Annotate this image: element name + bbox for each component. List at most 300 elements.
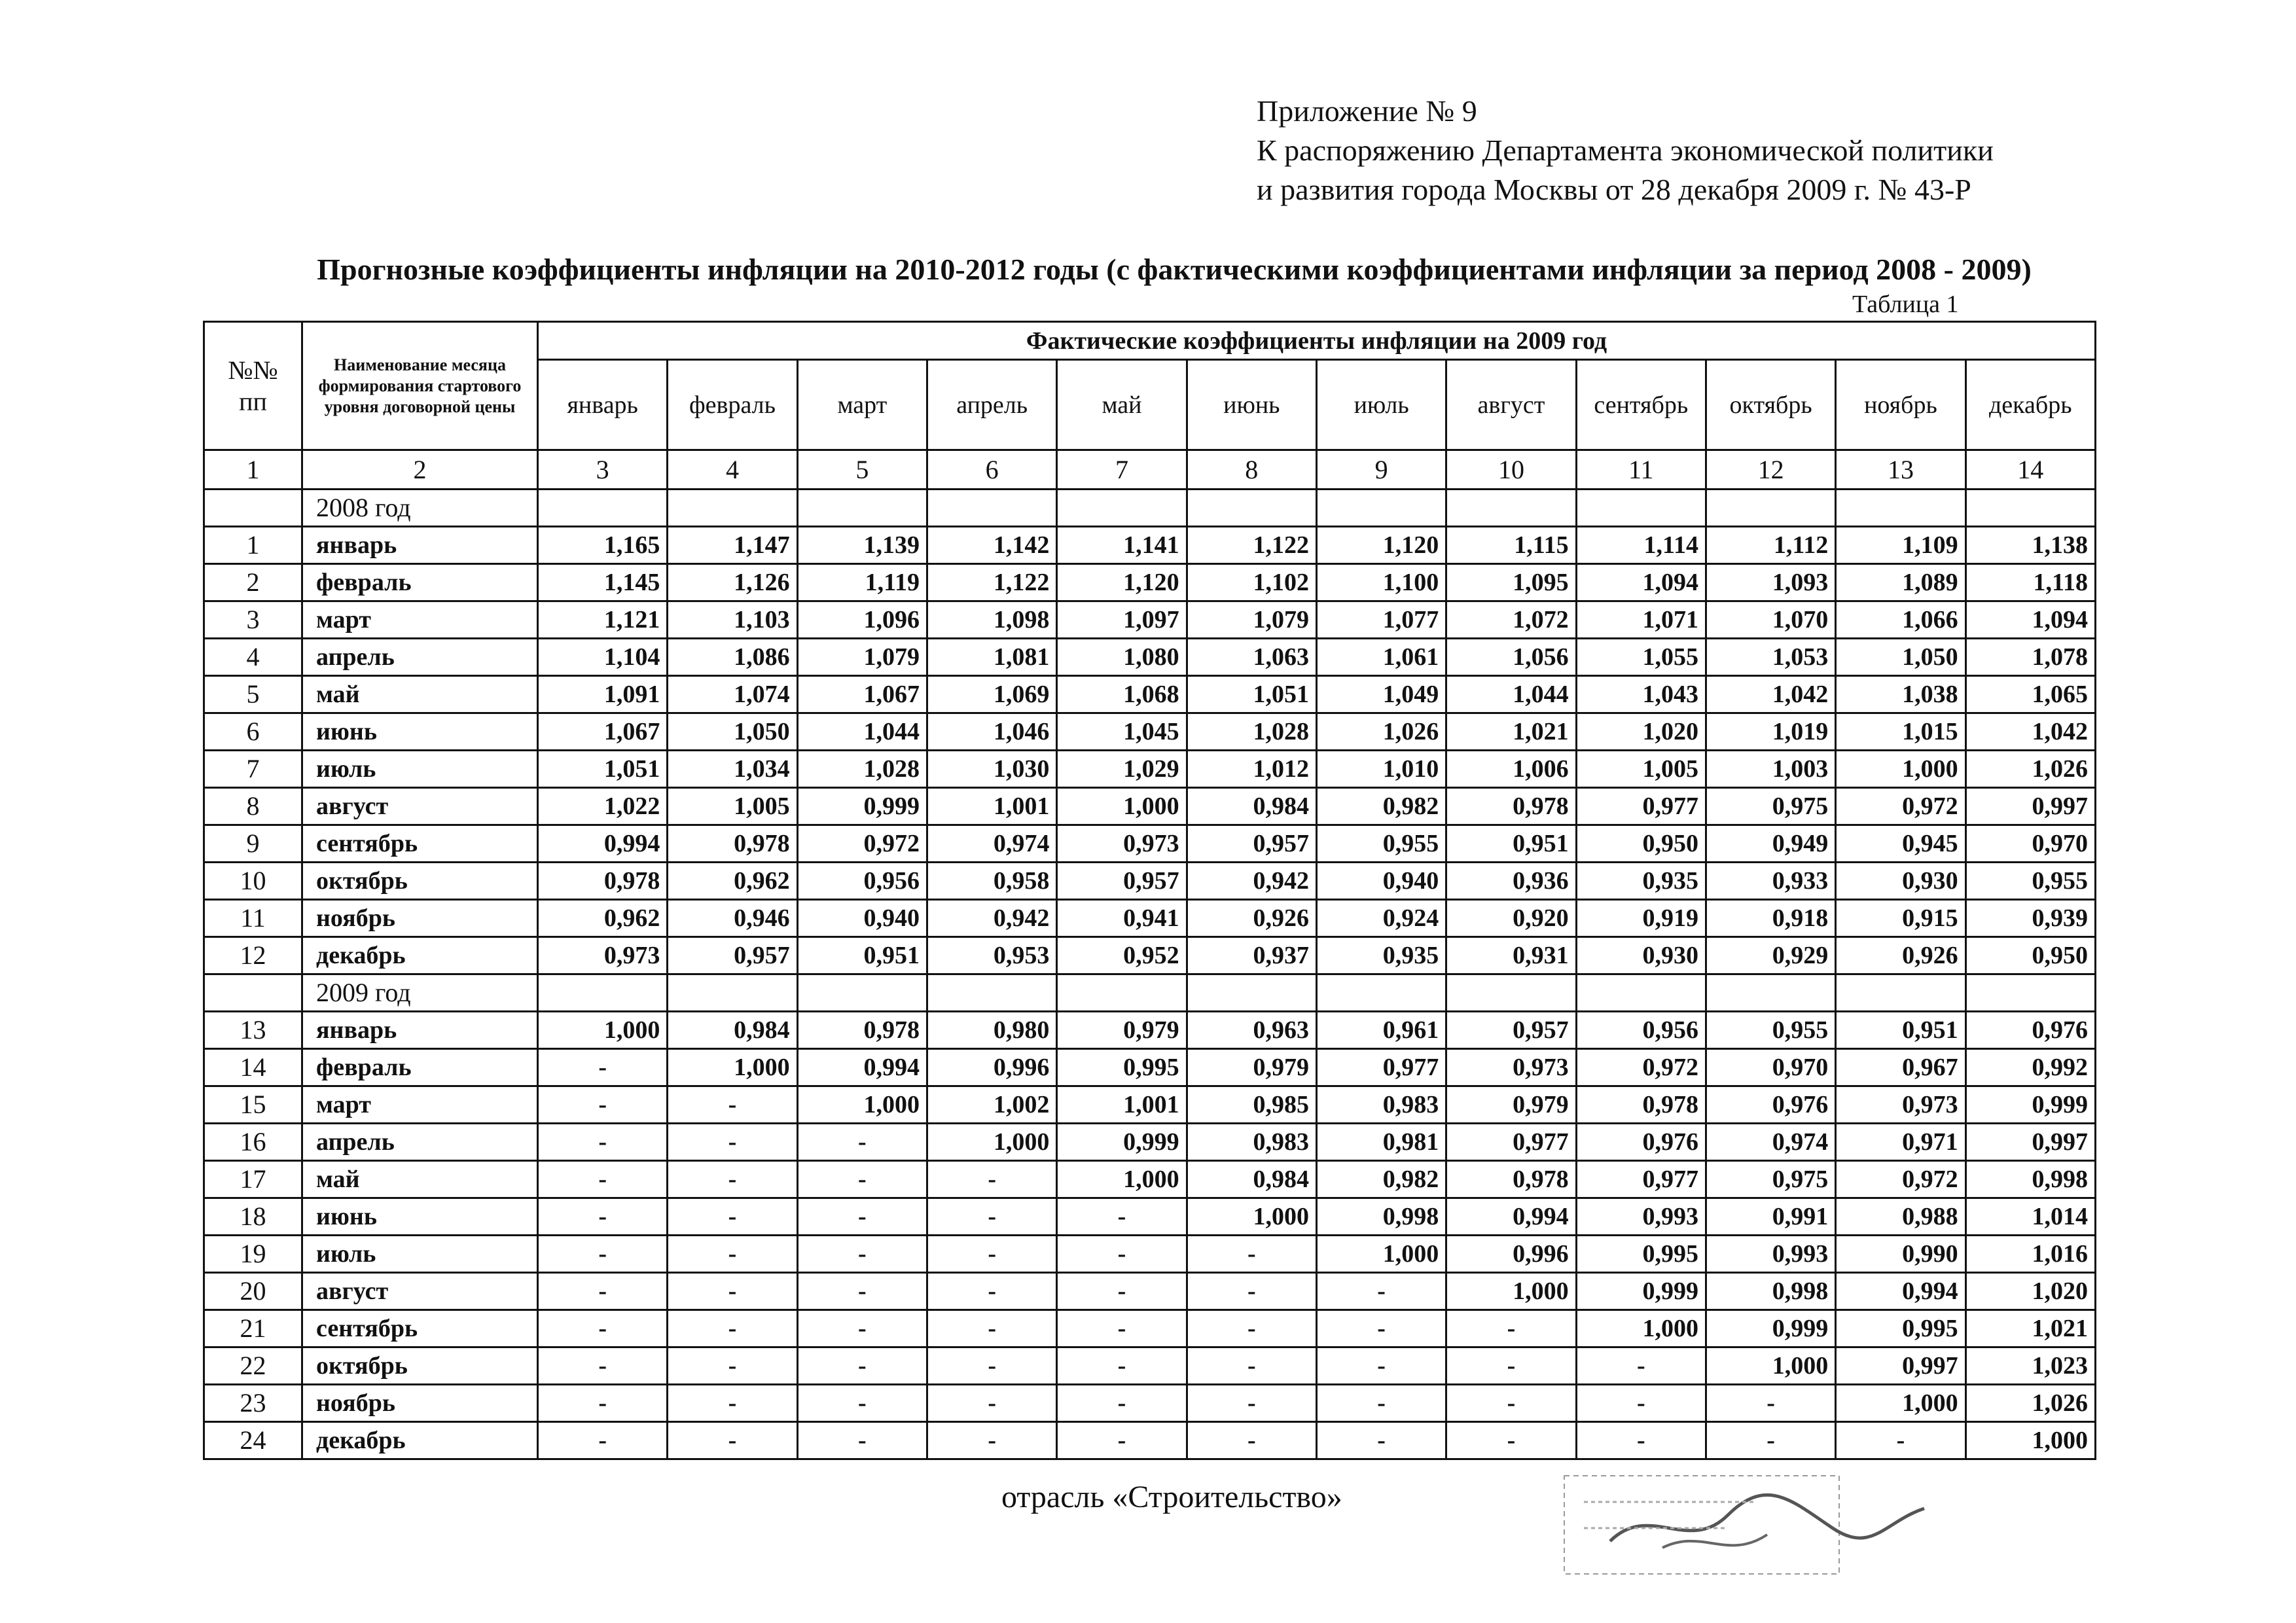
table-row — [204, 1422, 2096, 1459]
coefficient-cell: 1,044 — [797, 713, 927, 751]
col-header-month: сентябрь — [1576, 360, 1706, 450]
row-month: сентябрь — [302, 825, 538, 863]
row-number: 18 — [204, 1198, 302, 1236]
coefficient-cell: 0,978 — [1576, 1086, 1706, 1124]
coefficient-cell: 0,999 — [1965, 1086, 2095, 1124]
coefficient-cell: 1,020 — [1576, 713, 1706, 751]
coefficient-cell: 0,973 — [1836, 1086, 1965, 1124]
empty-cell — [538, 490, 668, 527]
table-row — [204, 1310, 2096, 1347]
col-header-month: май — [1057, 360, 1187, 450]
coefficient-cell: 1,015 — [1836, 713, 1965, 751]
row-number: 23 — [204, 1385, 302, 1422]
coefficient-cell: 0,995 — [1057, 1049, 1187, 1086]
coefficient-cell: 0,974 — [927, 825, 1056, 863]
coefficient-cell: 1,118 — [1965, 564, 2095, 601]
coefficient-cell: - — [538, 1198, 668, 1236]
coefficient-cell: 1,147 — [668, 527, 797, 564]
coefficient-cell: 1,020 — [1965, 1273, 2095, 1310]
coefficient-cell: 0,988 — [1836, 1198, 1965, 1236]
col-header-month: февраль — [668, 360, 797, 450]
row-number: 12 — [204, 937, 302, 974]
coefficient-cell: 1,019 — [1706, 713, 1835, 751]
coefficient-cell: - — [1706, 1422, 1835, 1459]
coefficient-cell: - — [1057, 1273, 1187, 1310]
group-header: Фактические коэффициенты инфляции на 2009 год — [538, 322, 2096, 360]
coefficient-cell: - — [1576, 1347, 1706, 1385]
coefficient-cell: - — [668, 1124, 797, 1161]
coefficient-cell: 0,999 — [1706, 1310, 1835, 1347]
row-number: 20 — [204, 1273, 302, 1310]
coefficient-cell: - — [1057, 1198, 1187, 1236]
coefficient-cell: 0,962 — [668, 863, 797, 900]
coefficient-cell: 1,115 — [1446, 527, 1576, 564]
row-number: 14 — [204, 1049, 302, 1086]
coefficient-cell: 1,141 — [1057, 527, 1187, 564]
coefficient-cell: 0,999 — [797, 788, 927, 825]
coefficient-cell: 0,951 — [1836, 1012, 1965, 1049]
coefficient-cell: 0,941 — [1057, 900, 1187, 937]
coefficient-cell: 1,072 — [1446, 601, 1576, 639]
coefficient-cell: - — [1187, 1422, 1316, 1459]
empty-cell — [1187, 490, 1316, 527]
coefficient-cell: 1,081 — [927, 639, 1056, 676]
table-row — [204, 713, 2096, 751]
coefficient-cell: 0,975 — [1706, 788, 1835, 825]
coefficient-cell: 1,045 — [1057, 713, 1187, 751]
coefficient-cell: 1,044 — [1446, 676, 1576, 713]
table-row — [204, 1385, 2096, 1422]
coefficient-cell: 0,979 — [1446, 1086, 1576, 1124]
coefficient-cell: 0,978 — [1446, 788, 1576, 825]
coefficient-cell: - — [1057, 1422, 1187, 1459]
row-month: апрель — [302, 639, 538, 676]
coefficient-cell: - — [1316, 1385, 1446, 1422]
empty-cell — [1836, 490, 1965, 527]
coefficient-cell: 0,945 — [1836, 825, 1965, 863]
coefficient-cell: 1,104 — [538, 639, 668, 676]
row-number: 10 — [204, 863, 302, 900]
coefficient-cell: 0,983 — [1187, 1124, 1316, 1161]
row-month: октябрь — [302, 1347, 538, 1385]
coefficient-cell: 1,042 — [1965, 713, 2095, 751]
coefficient-cell: 1,074 — [668, 676, 797, 713]
coefficient-cell: 0,979 — [1187, 1049, 1316, 1086]
table-row — [204, 1012, 2096, 1049]
coefficient-cell: 1,065 — [1965, 676, 2095, 713]
row-number: 24 — [204, 1422, 302, 1459]
coefficient-cell: 0,973 — [538, 937, 668, 974]
coefficient-cell: 0,999 — [1057, 1124, 1187, 1161]
coefficient-cell: - — [797, 1124, 927, 1161]
empty-cell — [1965, 490, 2095, 527]
coefficient-cell: 0,955 — [1706, 1012, 1835, 1049]
empty-cell — [1576, 490, 1706, 527]
row-number: 16 — [204, 1124, 302, 1161]
coefficient-cell: 0,957 — [668, 937, 797, 974]
coefficient-cell: 1,112 — [1706, 527, 1835, 564]
table-row — [204, 1049, 2096, 1086]
coefficient-cell: 0,950 — [1576, 825, 1706, 863]
coefficient-cell: 0,994 — [538, 825, 668, 863]
year-label: 2008 год — [302, 490, 538, 527]
coefficient-cell: 1,042 — [1706, 676, 1835, 713]
coefficient-cell: 0,993 — [1706, 1236, 1835, 1273]
coefficient-cell: 0,958 — [927, 863, 1056, 900]
coefficient-cell: 1,000 — [797, 1086, 927, 1124]
empty-cell — [1446, 490, 1576, 527]
coefficient-cell: 1,028 — [797, 751, 927, 788]
column-number: 10 — [1446, 450, 1576, 490]
coefficient-cell: 1,102 — [1187, 564, 1316, 601]
column-number: 4 — [668, 450, 797, 490]
coefficient-cell: 1,063 — [1187, 639, 1316, 676]
coefficient-cell: 1,021 — [1446, 713, 1576, 751]
coefficient-cell: 1,126 — [668, 564, 797, 601]
row-month: июнь — [302, 1198, 538, 1236]
coefficient-cell: - — [1057, 1385, 1187, 1422]
coefficient-cell: 0,939 — [1965, 900, 2095, 937]
row-number: 4 — [204, 639, 302, 676]
row-month: ноябрь — [302, 1385, 538, 1422]
row-number: 5 — [204, 676, 302, 713]
col-header-month: август — [1446, 360, 1576, 450]
column-number: 5 — [797, 450, 927, 490]
table-row — [204, 825, 2096, 863]
coefficient-cell: 0,983 — [1316, 1086, 1446, 1124]
coefficient-cell: 1,089 — [1836, 564, 1965, 601]
table-row — [204, 751, 2096, 788]
col-header-month: июнь — [1187, 360, 1316, 450]
coefficient-cell: 1,061 — [1316, 639, 1446, 676]
coefficient-cell: - — [1187, 1310, 1316, 1347]
coefficient-cell: 0,977 — [1576, 1161, 1706, 1198]
coefficient-cell: 0,915 — [1836, 900, 1965, 937]
column-number: 1 — [204, 450, 302, 490]
coefficient-cell: 1,139 — [797, 527, 927, 564]
row-month: май — [302, 676, 538, 713]
row-number: 2 — [204, 564, 302, 601]
coefficient-cell: 0,982 — [1316, 788, 1446, 825]
coefficient-cell: 1,067 — [797, 676, 927, 713]
column-number: 9 — [1316, 450, 1446, 490]
coefficient-cell: - — [927, 1310, 1056, 1347]
table-row — [204, 1161, 2096, 1198]
coefficient-cell: 0,974 — [1706, 1124, 1835, 1161]
coefficient-cell: 1,026 — [1316, 713, 1446, 751]
coefficient-cell: 0,992 — [1965, 1049, 2095, 1086]
coefficient-cell: 0,949 — [1706, 825, 1835, 863]
coefficient-cell: - — [1057, 1310, 1187, 1347]
row-month: январь — [302, 1012, 538, 1049]
year-row — [204, 490, 2096, 527]
coefficient-cell: 0,955 — [1965, 863, 2095, 900]
col-header-month: январь — [538, 360, 668, 450]
coefficient-cell: 1,001 — [927, 788, 1056, 825]
coefficient-cell: 0,978 — [797, 1012, 927, 1049]
col-header-number: №№ пп — [204, 322, 302, 450]
column-number: 12 — [1706, 450, 1835, 490]
appendix-header — [1257, 92, 1994, 209]
row-month: апрель — [302, 1124, 538, 1161]
coefficient-cell: 1,000 — [1187, 1198, 1316, 1236]
coefficient-cell: 1,091 — [538, 676, 668, 713]
coefficient-cell: 1,100 — [1316, 564, 1446, 601]
coefficient-cell: 0,918 — [1706, 900, 1835, 937]
coefficient-cell: - — [538, 1273, 668, 1310]
coefficient-cell: 1,050 — [1836, 639, 1965, 676]
coefficient-cell: 1,103 — [668, 601, 797, 639]
table-row — [204, 601, 2096, 639]
coefficient-cell: 0,973 — [1057, 825, 1187, 863]
row-month: март — [302, 1086, 538, 1124]
coefficient-cell: 0,957 — [1187, 825, 1316, 863]
coefficient-cell: 1,051 — [1187, 676, 1316, 713]
coefficient-cell: 1,142 — [927, 527, 1056, 564]
coefficient-cell: 1,070 — [1706, 601, 1835, 639]
coefficient-cell: 1,068 — [1057, 676, 1187, 713]
col-header-month: декабрь — [1965, 360, 2095, 450]
coefficient-cell: - — [668, 1161, 797, 1198]
coefficient-cell: 0,953 — [927, 937, 1056, 974]
coefficient-cell: 1,000 — [538, 1012, 668, 1049]
row-month: октябрь — [302, 863, 538, 900]
col-header-month: июль — [1316, 360, 1446, 450]
coefficient-cell: 0,978 — [668, 825, 797, 863]
table-row — [204, 900, 2096, 937]
row-number: 1 — [204, 527, 302, 564]
coefficient-cell: 1,021 — [1965, 1310, 2095, 1347]
coefficient-cell: 0,981 — [1316, 1124, 1446, 1161]
table-row — [204, 1273, 2096, 1310]
coefficient-cell: 0,946 — [668, 900, 797, 937]
coefficient-cell: 0,956 — [1576, 1012, 1706, 1049]
coefficient-cell: 0,984 — [1187, 788, 1316, 825]
coefficient-cell: 0,931 — [1446, 937, 1576, 974]
row-month: декабрь — [302, 1422, 538, 1459]
coefficient-cell: - — [927, 1347, 1056, 1385]
coefficient-cell: 0,951 — [1446, 825, 1576, 863]
row-month: июль — [302, 1236, 538, 1273]
coefficient-cell: 0,999 — [1576, 1273, 1706, 1310]
coefficient-cell: - — [538, 1236, 668, 1273]
column-number: 7 — [1057, 450, 1187, 490]
coefficient-cell: 1,016 — [1965, 1236, 2095, 1273]
coefficient-cell: - — [538, 1086, 668, 1124]
coefficient-cell: 1,114 — [1576, 527, 1706, 564]
coefficient-cell: 0,978 — [538, 863, 668, 900]
coefficient-cell: 0,972 — [1576, 1049, 1706, 1086]
table-row — [204, 1086, 2096, 1124]
appendix-order-line2: и развития города Москвы от 28 декабря 2009 г. № 43-Р — [1257, 173, 1971, 206]
row-month: декабрь — [302, 937, 538, 974]
coefficient-cell: 0,975 — [1706, 1161, 1835, 1198]
coefficient-cell: - — [668, 1236, 797, 1273]
coefficient-cell: - — [797, 1236, 927, 1273]
col-header-month: март — [797, 360, 927, 450]
appendix-order-line1: К распоряжению Департамента экономической политики — [1257, 134, 1994, 167]
coefficient-cell: 1,000 — [1057, 1161, 1187, 1198]
coefficient-cell: 0,930 — [1836, 863, 1965, 900]
coefficient-cell: 1,055 — [1576, 639, 1706, 676]
year-label: 2009 год — [302, 974, 538, 1012]
coefficient-cell: - — [797, 1310, 927, 1347]
coefficient-cell: 1,043 — [1576, 676, 1706, 713]
coefficient-cell: - — [1187, 1385, 1316, 1422]
coefficient-cell: 1,080 — [1057, 639, 1187, 676]
inflation-table — [203, 321, 2096, 1460]
row-number: 21 — [204, 1310, 302, 1347]
row-month: февраль — [302, 564, 538, 601]
coefficient-cell: 0,957 — [1057, 863, 1187, 900]
coefficient-cell: - — [538, 1422, 668, 1459]
coefficient-cell: - — [797, 1422, 927, 1459]
coefficient-cell: 1,005 — [668, 788, 797, 825]
coefficient-cell: 1,028 — [1187, 713, 1316, 751]
coefficient-cell: 1,000 — [1836, 751, 1965, 788]
coefficient-cell: 1,165 — [538, 527, 668, 564]
coefficient-cell: 1,046 — [927, 713, 1056, 751]
coefficient-cell: 1,093 — [1706, 564, 1835, 601]
table-row — [204, 1124, 2096, 1161]
coefficient-cell: 0,972 — [797, 825, 927, 863]
coefficient-cell: 1,012 — [1187, 751, 1316, 788]
coefficient-cell: - — [1187, 1347, 1316, 1385]
coefficient-cell: 1,051 — [538, 751, 668, 788]
coefficient-cell: - — [927, 1161, 1056, 1198]
coefficient-cell: 0,919 — [1576, 900, 1706, 937]
coefficient-cell: 0,937 — [1187, 937, 1316, 974]
coefficient-cell: 1,050 — [668, 713, 797, 751]
row-number: 6 — [204, 713, 302, 751]
coefficient-cell: 0,976 — [1576, 1124, 1706, 1161]
coefficient-cell: 0,940 — [797, 900, 927, 937]
coefficient-cell: 0,998 — [1316, 1198, 1446, 1236]
coefficient-cell: 0,929 — [1706, 937, 1835, 974]
coefficient-cell: 0,961 — [1316, 1012, 1446, 1049]
empty-cell — [927, 974, 1056, 1012]
table-label: Таблица 1 — [1852, 291, 1959, 318]
coefficient-cell: 0,976 — [1965, 1012, 2095, 1049]
empty-cell — [1316, 490, 1446, 527]
row-number: 19 — [204, 1236, 302, 1273]
coefficient-cell: 1,002 — [927, 1086, 1056, 1124]
coefficient-cell: 0,994 — [1446, 1198, 1576, 1236]
coefficient-cell: - — [1446, 1310, 1576, 1347]
coefficient-cell: 1,001 — [1057, 1086, 1187, 1124]
coefficient-cell: 0,926 — [1187, 900, 1316, 937]
coefficient-cell: 0,936 — [1446, 863, 1576, 900]
column-number-row — [204, 450, 2096, 490]
coefficient-cell: 1,109 — [1836, 527, 1965, 564]
coefficient-cell: 0,997 — [1965, 1124, 2095, 1161]
coefficient-cell: - — [797, 1273, 927, 1310]
coefficient-cell: - — [668, 1086, 797, 1124]
coefficient-cell: 0,926 — [1836, 937, 1965, 974]
coefficient-cell: 1,006 — [1446, 751, 1576, 788]
coefficient-cell: 0,970 — [1706, 1049, 1835, 1086]
row-month: февраль — [302, 1049, 538, 1086]
column-number: 2 — [302, 450, 538, 490]
coefficient-cell: 0,984 — [1187, 1161, 1316, 1198]
table-row — [204, 1236, 2096, 1273]
coefficient-cell: 0,962 — [538, 900, 668, 937]
column-number: 8 — [1187, 450, 1316, 490]
coefficient-cell: - — [1057, 1236, 1187, 1273]
coefficient-cell: - — [797, 1198, 927, 1236]
row-month: май — [302, 1161, 538, 1198]
coefficient-cell: 1,026 — [1965, 751, 2095, 788]
col-header-month: ноябрь — [1836, 360, 1965, 450]
col-header-month: апрель — [927, 360, 1056, 450]
coefficient-cell: 1,029 — [1057, 751, 1187, 788]
table-row — [204, 527, 2096, 564]
coefficient-cell: 1,119 — [797, 564, 927, 601]
empty-cell — [1706, 490, 1835, 527]
empty-cell — [1836, 974, 1965, 1012]
coefficient-cell: 1,000 — [1316, 1236, 1446, 1273]
coefficient-cell: - — [927, 1422, 1056, 1459]
row-month: июль — [302, 751, 538, 788]
coefficient-cell: 0,957 — [1446, 1012, 1576, 1049]
coefficient-cell: 0,985 — [1187, 1086, 1316, 1124]
coefficient-cell: 1,000 — [1706, 1347, 1835, 1385]
row-month: январь — [302, 527, 538, 564]
coefficient-cell: 1,010 — [1316, 751, 1446, 788]
coefficient-cell: 0,978 — [1446, 1161, 1576, 1198]
coefficient-cell: 1,000 — [1057, 788, 1187, 825]
coefficient-cell: 1,086 — [668, 639, 797, 676]
coefficient-cell: 1,000 — [1836, 1385, 1965, 1422]
empty-cell — [1706, 974, 1835, 1012]
coefficient-cell: - — [538, 1310, 668, 1347]
empty-cell — [1316, 974, 1446, 1012]
column-number: 3 — [538, 450, 668, 490]
coefficient-cell: - — [668, 1273, 797, 1310]
coefficient-cell: 0,973 — [1446, 1049, 1576, 1086]
coefficient-cell: 1,000 — [668, 1049, 797, 1086]
coefficient-cell: 1,022 — [538, 788, 668, 825]
table-row — [204, 639, 2096, 676]
coefficient-cell: 0,935 — [1316, 937, 1446, 974]
empty-cell — [797, 490, 927, 527]
coefficient-cell: - — [1706, 1385, 1835, 1422]
coefficient-cell: 1,145 — [538, 564, 668, 601]
coefficient-cell: 0,996 — [1446, 1236, 1576, 1273]
empty-cell — [204, 974, 302, 1012]
table-row — [204, 788, 2096, 825]
coefficient-cell: - — [797, 1385, 927, 1422]
coefficient-cell: 0,984 — [668, 1012, 797, 1049]
col-header-month: октябрь — [1706, 360, 1835, 450]
coefficient-cell: 0,979 — [1057, 1012, 1187, 1049]
coefficient-cell: - — [1316, 1310, 1446, 1347]
coefficient-cell: 0,967 — [1836, 1049, 1965, 1086]
table-row — [204, 676, 2096, 713]
coefficient-cell: 1,053 — [1706, 639, 1835, 676]
coefficient-cell: - — [1316, 1422, 1446, 1459]
row-number: 3 — [204, 601, 302, 639]
coefficient-cell: 1,079 — [1187, 601, 1316, 639]
coefficient-cell: - — [927, 1385, 1056, 1422]
coefficient-cell: 1,098 — [927, 601, 1056, 639]
coefficient-cell: 1,122 — [927, 564, 1056, 601]
row-number: 11 — [204, 900, 302, 937]
coefficient-cell: - — [668, 1198, 797, 1236]
empty-cell — [1187, 974, 1316, 1012]
coefficient-cell: 0,977 — [1446, 1124, 1576, 1161]
coefficient-cell: 1,122 — [1187, 527, 1316, 564]
